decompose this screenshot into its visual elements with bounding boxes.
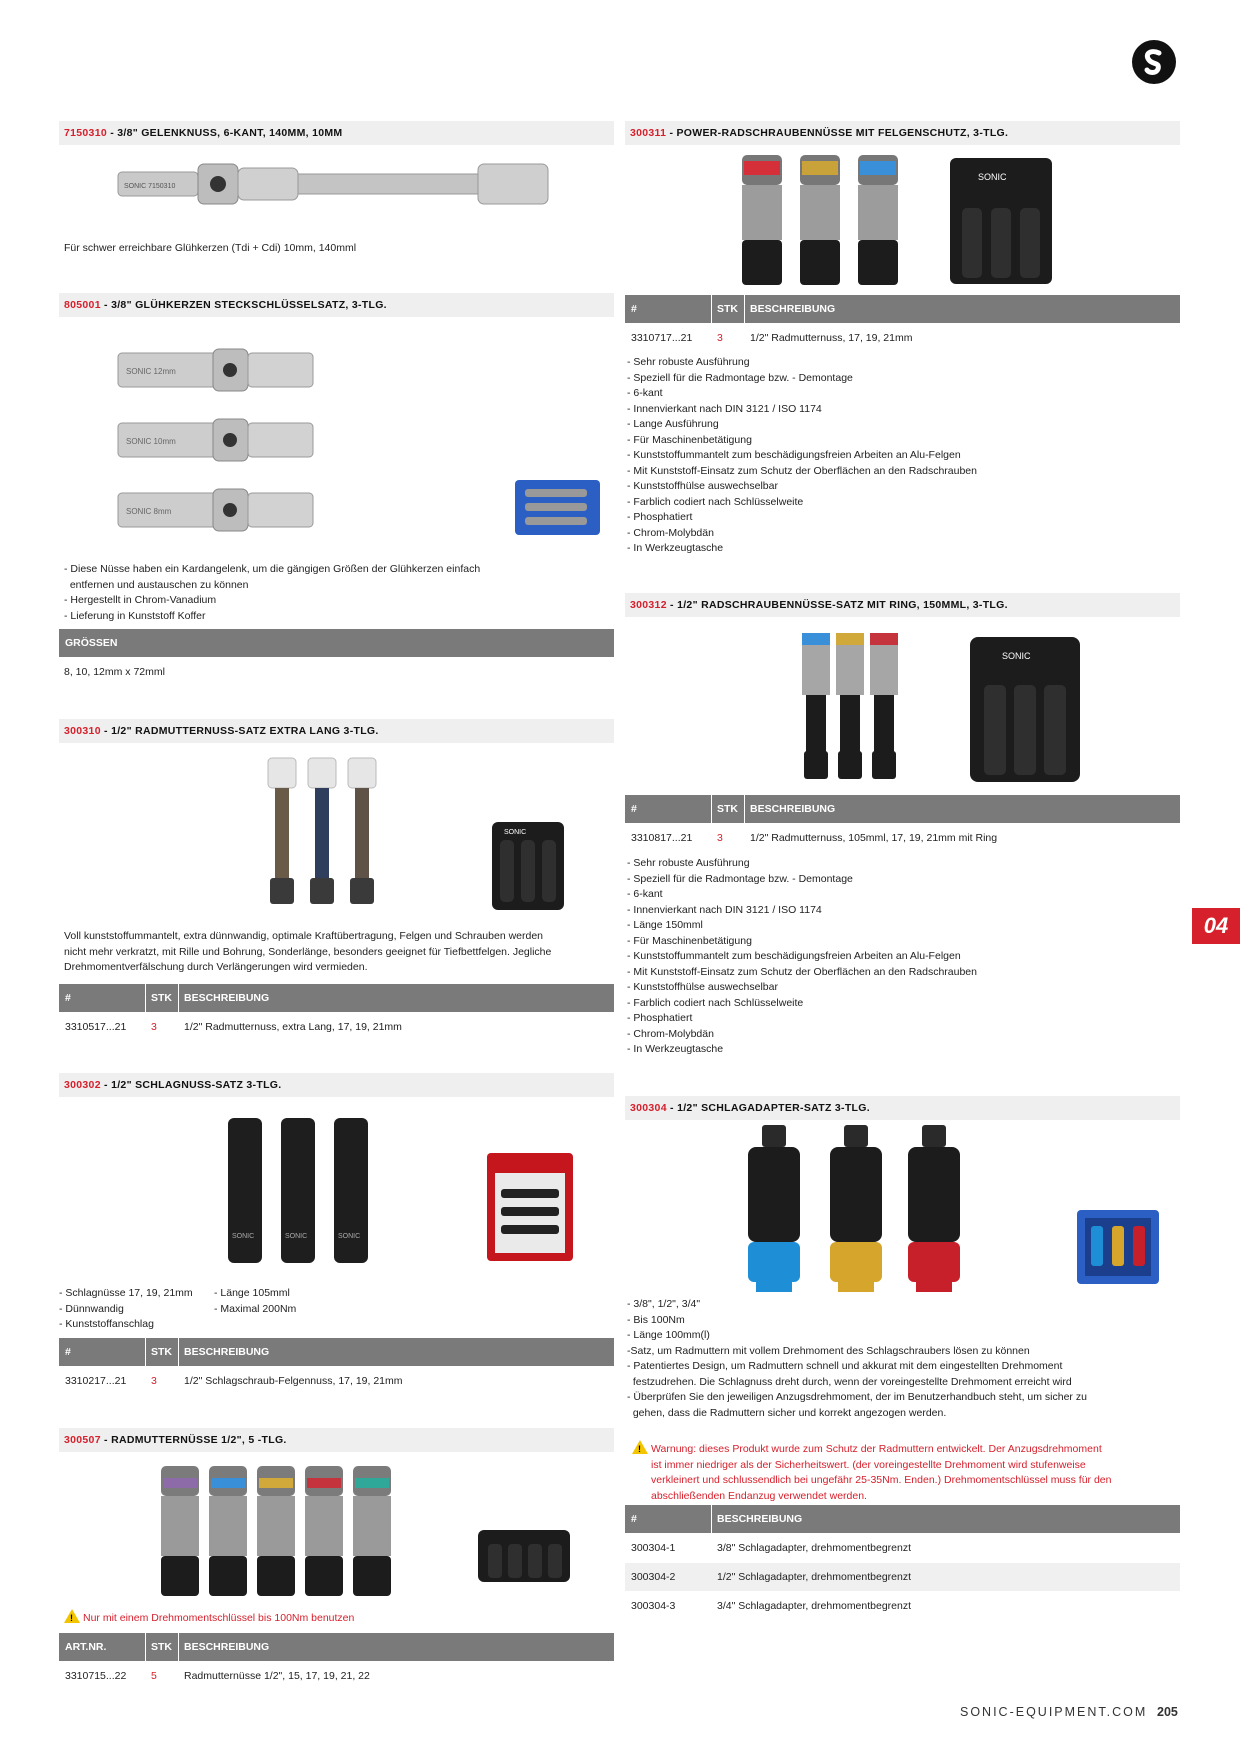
bullet-item: - Patentiertes Design, um Radmuttern schnell und akkurat mit dem eingestellten Drehmoment xyxy=(627,1360,1063,1372)
bullet-item: - 3/8", 1/2", 3/4" xyxy=(627,1298,701,1310)
col-number: # xyxy=(631,1513,637,1525)
product-description-300310 xyxy=(64,929,551,976)
warning-text: Warnung: dieses Produkt wurde zum Schutz der Radmuttern entwickelt. Der Anzugsdrehmoment xyxy=(651,1443,1102,1455)
bullet-item: - In Werkzeugtasche xyxy=(627,542,724,554)
desc-line: nicht mehr verkratzt, mit Rille und Bohrung, Sonderlänge, besonders geeignet für Tiefbettfelgen. Jegliche xyxy=(64,945,552,958)
bullet-item: - Innenvierkant nach DIN 3121 / ISO 1174 xyxy=(627,903,822,916)
sizes-header xyxy=(59,629,614,657)
cell-number: 3310715...22 xyxy=(65,1670,127,1682)
bullet-item: - Länge 100mm(l) xyxy=(627,1329,710,1341)
cell-number: 300304-1 xyxy=(631,1542,676,1554)
table-header xyxy=(625,1505,1180,1533)
cell-qty: 3 xyxy=(717,332,723,344)
bullet-item: - Länge 150mml xyxy=(627,919,703,931)
bullet-list-300302-col2 xyxy=(214,1286,296,1317)
bullet-item: - Kunststoffummantelt zum beschädigungsfreien Arbeiten an Alu-Felgen xyxy=(627,950,961,962)
bullet-item: - Kunststoffummantelt zum beschädigungsfreien Arbeiten an Alu-Felgen xyxy=(627,449,961,461)
bullet-item: - Chrom-Molybdän xyxy=(627,1027,714,1040)
bullet-list-300302-col1 xyxy=(59,1286,193,1333)
table-row xyxy=(59,1367,614,1395)
cell-number: 300304-3 xyxy=(631,1600,676,1612)
warning-note xyxy=(632,1440,1111,1504)
product-title: - 1/2" RADSCHRAUBENNÜSSE-SATZ MIT RING, 150MML, 3-TLG. xyxy=(666,599,1008,611)
bullet-item: - Farblich codiert nach Schlüsselweite xyxy=(627,495,804,508)
sizes-header-label: GRÖSSEN xyxy=(65,637,118,649)
bullet-item: gehen, dass die Radmuttern sicher und korrekt angezogen werden. xyxy=(627,1406,947,1419)
col-description: BESCHREIBUNG xyxy=(184,1641,270,1653)
product-header-300302 xyxy=(59,1073,614,1097)
cell-number: 3310817...21 xyxy=(631,832,693,844)
bullet-item: festzudrehen. Die Schlagnuss dreht durch, wenn der voreingestellte Drehmoment erreicht wird xyxy=(627,1375,1072,1388)
col-number: # xyxy=(65,992,71,1004)
svg-text:SONIC 8mm: SONIC 8mm xyxy=(126,507,172,516)
bullet-item: - Speziell für die Radmontage bzw. - Demontage xyxy=(627,872,853,885)
table-header xyxy=(59,984,614,1012)
product-title: - 1/2" SCHLAGADAPTER-SATZ 3-TLG. xyxy=(666,1102,870,1114)
footer-site[interactable]: SONIC-EQUIPMENT.COM xyxy=(960,1705,1148,1719)
cell-description: 3/8" Schlagadapter, drehmomentbegrenzt xyxy=(717,1542,912,1554)
product-title: - 3/8" GELENKNUSS, 6-KANT, 140MM, 10MM xyxy=(106,127,343,139)
product-code: 300304 xyxy=(630,1102,667,1114)
svg-text:SONIC 10mm: SONIC 10mm xyxy=(126,437,176,446)
bullet-item: - Schlagnüsse 17, 19, 21mm xyxy=(59,1287,193,1299)
svg-text:SONIC 7150310: SONIC 7150310 xyxy=(124,183,176,190)
bullet-item: - Für Maschinenbetätigung xyxy=(627,433,752,446)
product-code: 7150310 xyxy=(64,127,107,139)
swivel-socket-image xyxy=(118,158,558,213)
blue-case-image xyxy=(515,480,600,535)
warning-note xyxy=(64,1609,354,1627)
col-number: ART.NR. xyxy=(65,1641,107,1653)
product-header-7150310 xyxy=(59,121,614,145)
table-row xyxy=(625,1534,1180,1562)
product-code: 300312 xyxy=(630,599,667,611)
bullet-item: - Dünnwandig xyxy=(59,1302,124,1315)
cell-qty: 5 xyxy=(151,1670,157,1682)
cell-description: 3/4" Schlagadapter, drehmomentbegrenzt xyxy=(717,1600,912,1612)
bullet-item: - Mit Kunststoff-Einsatz zum Schutz der Oberflächen an den Radschrauben xyxy=(627,965,977,978)
bullet-item: - Lange Ausführung xyxy=(627,418,719,430)
warning-text: ist immer niedriger als der Sicherheitswert. (der voreingestellte Drehmoment wird stufenweise xyxy=(651,1458,1086,1471)
extra-long-socket-set-image xyxy=(262,758,382,908)
bullet-item: - Innenvierkant nach DIN 3121 / ISO 1174 xyxy=(627,402,822,415)
blue-case-image xyxy=(1077,1210,1159,1284)
svg-text:SONIC: SONIC xyxy=(504,829,527,836)
bullet-item: - Für Maschinenbetätigung xyxy=(627,934,752,947)
product-code: 300302 xyxy=(64,1079,101,1091)
table-row xyxy=(625,824,1180,852)
bullet-list-300304 xyxy=(627,1297,1087,1421)
bullet-item: - Sehr robuste Ausführung xyxy=(627,857,750,869)
cell-description: 1/2" Schlagadapter, drehmomentbegrenzt xyxy=(717,1571,912,1583)
svg-text:SONIC: SONIC xyxy=(232,1233,255,1240)
tool-pouch-image xyxy=(950,158,1052,284)
product-header-805001 xyxy=(59,293,614,317)
table-row xyxy=(625,1592,1180,1620)
bullet-list-300312 xyxy=(627,856,977,1058)
col-description: BESCHREIBUNG xyxy=(717,1513,803,1525)
col-number: # xyxy=(631,803,637,815)
product-header-300304 xyxy=(625,1096,1180,1120)
sonic-logo-icon xyxy=(1132,40,1176,84)
page-number: 205 xyxy=(1157,1705,1178,1719)
product-header-300507 xyxy=(59,1428,614,1452)
warning-icon xyxy=(632,1440,648,1454)
warning-icon xyxy=(64,1609,80,1623)
bullet-item: - Kunststoffhülse auswechselbar xyxy=(627,981,778,993)
col-qty: STK xyxy=(151,1641,172,1653)
table-row xyxy=(625,1563,1180,1591)
bullet-list-300311 xyxy=(627,355,977,557)
bullet-item: - Bis 100Nm xyxy=(627,1313,685,1326)
col-description: BESCHREIBUNG xyxy=(184,1346,270,1358)
bullet-item: - Hergestellt in Chrom-Vanadium xyxy=(64,594,217,606)
tool-pouch-image xyxy=(970,637,1080,782)
product-title: - 1/2" RADMUTTERNUSS-SATZ EXTRA LANG 3-TLG. xyxy=(100,725,379,737)
glow-plug-socket-set-image xyxy=(118,345,318,535)
cell-qty: 3 xyxy=(151,1021,157,1033)
cell-description: 1/2" Schlagschraub-Felgennuss, 17, 19, 21mm xyxy=(184,1375,403,1387)
table-header xyxy=(625,795,1180,823)
product-code: 300507 xyxy=(64,1434,101,1446)
product-code: 805001 xyxy=(64,299,101,311)
product-header-300312 xyxy=(625,593,1180,617)
bullet-item: - Speziell für die Radmontage bzw. - Demontage xyxy=(627,371,853,384)
warning-text: Nur mit einem Drehmomentschlüssel bis 100Nm benutzen xyxy=(83,1612,355,1624)
table-row xyxy=(59,1662,614,1690)
desc-line: Voll kunststoffummantelt, extra dünnwandig, optimale Kraftübertragung, Felgen und Schrauben werden xyxy=(64,930,544,942)
cell-description: 1/2" Radmutternuss, 105mml, 17, 19, 21mm mit Ring xyxy=(750,832,998,844)
col-qty: STK xyxy=(717,803,738,815)
impact-socket-set-image xyxy=(224,1118,374,1268)
bullet-item: - 6-kant xyxy=(627,387,663,399)
svg-text:SONIC: SONIC xyxy=(978,172,1007,182)
wheel-nut-socket-ring-set-image xyxy=(800,633,900,783)
wheel-nut-socket-set-image xyxy=(157,1466,407,1596)
bullet-item: - 6-kant xyxy=(627,888,663,900)
col-description: BESCHREIBUNG xyxy=(184,992,270,1004)
col-qty: STK xyxy=(151,992,172,1004)
red-case-image xyxy=(487,1153,573,1261)
col-number: # xyxy=(65,1346,71,1358)
product-description: Für schwer erreichbare Glühkerzen (Tdi + Cdi) 10mm, 140mml xyxy=(64,242,357,254)
bullet-item: - Kunststoffanschlag xyxy=(59,1318,154,1330)
col-qty: STK xyxy=(717,303,738,315)
cell-qty: 3 xyxy=(151,1375,157,1387)
bullet-item: - Sehr robuste Ausführung xyxy=(627,356,750,368)
product-code: 300310 xyxy=(64,725,101,737)
table-row xyxy=(625,324,1180,352)
bullet-item: - Chrom-Molybdän xyxy=(627,526,714,539)
cell-description: 1/2" Radmutternuss, extra Lang, 17, 19, 21mm xyxy=(184,1021,402,1033)
cell-description: 1/2" Radmutternuss, 17, 19, 21mm xyxy=(750,332,913,344)
bullet-item: - Phosphatiert xyxy=(627,1012,693,1024)
col-description: BESCHREIBUNG xyxy=(750,803,836,815)
bullet-item: - Mit Kunststoff-Einsatz zum Schutz der Oberflächen an den Radschrauben xyxy=(627,464,977,477)
table-header xyxy=(59,1338,614,1366)
bullet-item: entfernen und austauschen zu können xyxy=(64,578,249,591)
cell-qty: 3 xyxy=(717,832,723,844)
product-title: - 1/2" SCHLAGNUSS-SATZ 3-TLG. xyxy=(100,1079,282,1091)
bullet-item: - Lieferung in Kunststoff Koffer xyxy=(64,609,206,622)
cell-description: Radmutternüsse 1/2", 15, 17, 19, 21, 22 xyxy=(184,1670,370,1682)
bullet-item: -Satz, um Radmuttern mit vollem Drehmoment des Schlagschraubers lösen zu können xyxy=(627,1344,1030,1357)
table-header xyxy=(59,1633,614,1661)
col-number: # xyxy=(631,303,637,315)
warning-text: abschließenden Endanzug verwendet werden. xyxy=(651,1489,867,1502)
impact-adapter-set-image xyxy=(742,1125,962,1295)
chapter-tab[interactable]: 04 xyxy=(1192,908,1240,944)
tool-pouch-image xyxy=(478,1530,570,1582)
cell-number: 300304-2 xyxy=(631,1571,676,1583)
bullet-item: - Überprüfen Sie den jeweiligen Anzugsdrehmoment, der im Benutzerhandbuch steht, um sicher zu xyxy=(627,1391,1087,1403)
col-description: BESCHREIBUNG xyxy=(750,303,836,315)
product-header-300310 xyxy=(59,719,614,743)
cell-number: 3310517...21 xyxy=(65,1021,127,1033)
cell-number: 3310717...21 xyxy=(631,332,693,344)
svg-text:SONIC: SONIC xyxy=(285,1233,308,1240)
product-header-300311 xyxy=(625,121,1180,145)
product-title: - POWER-RADSCHRAUBENNÜSSE MIT FELGENSCHUTZ, 3-TLG. xyxy=(666,127,1009,139)
sizes-value: 8, 10, 12mm x 72mml xyxy=(64,666,165,678)
bullet-item: - Phosphatiert xyxy=(627,511,693,523)
bullet-item: - In Werkzeugtasche xyxy=(627,1043,724,1055)
bullet-item: - Diese Nüsse haben ein Kardangelenk, um die gängigen Größen der Glühkerzen einfach xyxy=(64,563,481,575)
tool-pouch-image xyxy=(492,818,564,910)
desc-line: Drehmomentverfälschung durch Verlängerungen wird vermieden. xyxy=(64,961,368,973)
svg-text:SONIC: SONIC xyxy=(338,1233,361,1240)
table-row xyxy=(59,1013,614,1041)
product-title: - RADMUTTERNÜSSE 1/2", 5 -TLG. xyxy=(100,1434,287,1446)
product-title: - 3/8" GLÜHKERZEN STECKSCHLÜSSELSATZ, 3-TLG. xyxy=(100,299,387,311)
bullet-list-805001 xyxy=(64,562,480,624)
power-wheel-nut-sockets-image xyxy=(738,155,898,287)
svg-text:SONIC 12mm: SONIC 12mm xyxy=(126,367,176,376)
bullet-item: - Maximal 200Nm xyxy=(214,1302,297,1315)
product-code: 300311 xyxy=(630,127,667,139)
bullet-item: - Kunststoffhülse auswechselbar xyxy=(627,480,778,492)
bullet-item: - Farblich codiert nach Schlüsselweite xyxy=(627,996,804,1009)
cell-number: 3310217...21 xyxy=(65,1375,127,1387)
bullet-item: - Länge 105mml xyxy=(214,1287,290,1299)
table-header xyxy=(625,295,1180,323)
warning-text: verkleinert und schlussendlich bei ungefähr 25-35Nm. Enden.) Drehmomentschlüssel muss für den xyxy=(651,1474,1112,1486)
col-qty: STK xyxy=(151,1346,172,1358)
svg-text:SONIC: SONIC xyxy=(1002,651,1031,661)
